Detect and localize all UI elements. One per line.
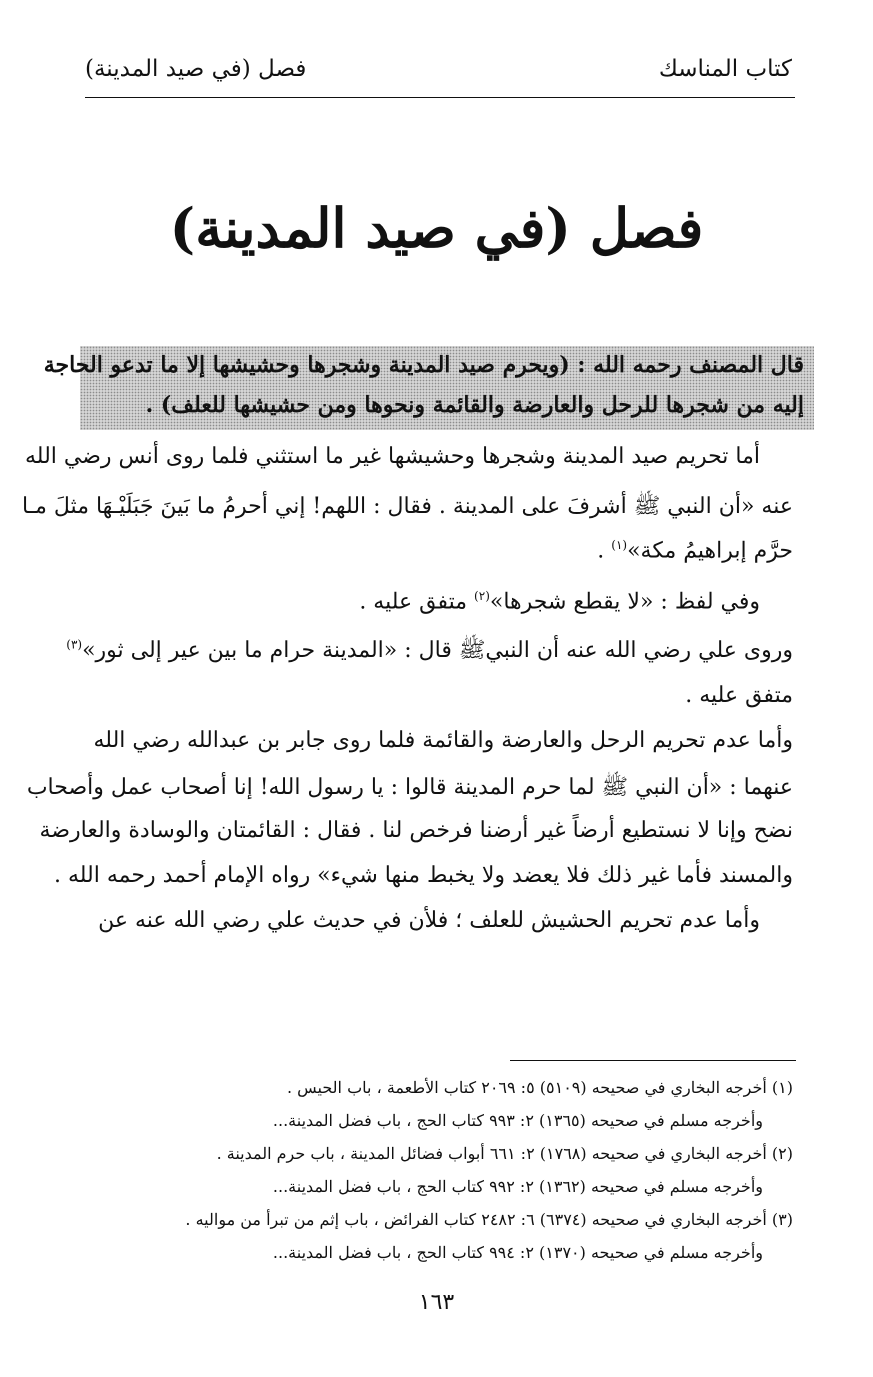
matn-line: إليه من شجرها للرحل والعارضة والقائمة ونحوها ومن حشيشها للعلف) . — [145, 392, 804, 418]
body-line — [66, 636, 793, 668]
footnote-rule — [510, 1060, 796, 1061]
footnote-line: (٣) أخرجه البخاري في صحيحه (٦٣٧٤) ٦: ٢٤٨٢ كتاب الفرائض ، باب إثم من تبرأ من مواليه . — [185, 1210, 793, 1229]
matn-line: قال المصنف رحمه الله : (ويحرم صيد المدينة وشجرها وحشيشها إلا ما تدعو الحاجة — [43, 352, 804, 378]
highlighted-matn-block — [43, 346, 814, 430]
footnote-line: (١) أخرجه البخاري في صحيحه (٥١٠٩) ٥: ٢٠٦٩ كتاب الأطعمة ، باب الحيس . — [286, 1078, 793, 1097]
footnote-ref: (٢) — [474, 589, 490, 603]
body-text: حرَّم إبراهيمُ مكة» — [627, 538, 793, 564]
footnote-line: وأخرجه مسلم في صحيحه (١٣٦٥) ٢: ٩٩٣ كتاب الحج ، باب فضل المدينة... — [272, 1111, 763, 1130]
body-line: والمسند فأما غير ذلك فلا يعضد ولا يخبط منها شيء» رواه الإمام أحمد رحمه الله . — [53, 863, 793, 888]
body-line: حرَّم إبراهيمُ مكة»$^{(١)}$ . — [597, 538, 793, 564]
footnote-line: وأخرجه مسلم في صحيحه (١٣٦٢) ٢: ٩٩٢ كتاب الحج ، باب فضل المدينة... — [272, 1177, 763, 1196]
page-number: ١٦٣ — [418, 1290, 455, 1315]
body-line: متفق عليه . — [685, 683, 793, 708]
section-title-header: فصل (في صيد المدينة) — [85, 56, 307, 82]
body-text: متفق عليه . — [359, 589, 468, 615]
body-line: وأما عدم تحريم الحشيش للعلف ؛ فلأن في حديث علي رضي الله عنه عن — [98, 908, 760, 933]
running-header — [85, 56, 792, 96]
body-line: عنه «أن النبي ﷺ أشرفَ على المدينة . فقال : اللهم! إني أحرمُ ما بَينَ جَبَلَيْـهَا مثلَ مـا — [21, 494, 793, 519]
body-line: نضح وإنا لا نستطيع أرضاً غير أرضنا فرخص لنا . فقال : القائمتان والوسادة والعارضة — [39, 818, 793, 843]
footnote-ref: (١) — [611, 538, 628, 552]
book-title-header: كتاب المناسك — [658, 56, 792, 82]
body-text: وروى علي رضي الله عنه أن النبيﷺ قال : «المدينة حرام ما بين عير إلى ثور» — [82, 638, 793, 663]
footnote-ref: (٣) — [66, 637, 83, 652]
body-line: عنهما : «أن النبي ﷺ لما حرم المدينة قالوا : يا رسول الله! إنا أصحاب عمل وأصحاب — [26, 775, 793, 800]
footnote-line: (٢) أخرجه البخاري في صحيحه (١٧٦٨) ٢: ٦٦١ أبواب فضائل المدينة ، باب حرم المدينة . — [216, 1144, 793, 1163]
body-line: أما تحريم صيد المدينة وشجرها وحشيشها غير ما استثني فلما روى أنس رضي الله — [25, 444, 760, 469]
body-line: وأما عدم تحريم الرحل والعارضة والقائمة فلما روى جابر بن عبدالله رضي الله — [93, 728, 793, 753]
body-text: وفي لفظ : «لا يقطع شجرها» — [489, 589, 760, 615]
header-rule — [85, 97, 795, 98]
body-line — [359, 589, 760, 614]
footnote-line: وأخرجه مسلم في صحيحه (١٣٧٠) ٢: ٩٩٤ كتاب الحج ، باب فضل المدينة... — [272, 1243, 763, 1262]
chapter-title: فصل (في صيد المدينة) — [169, 196, 704, 260]
